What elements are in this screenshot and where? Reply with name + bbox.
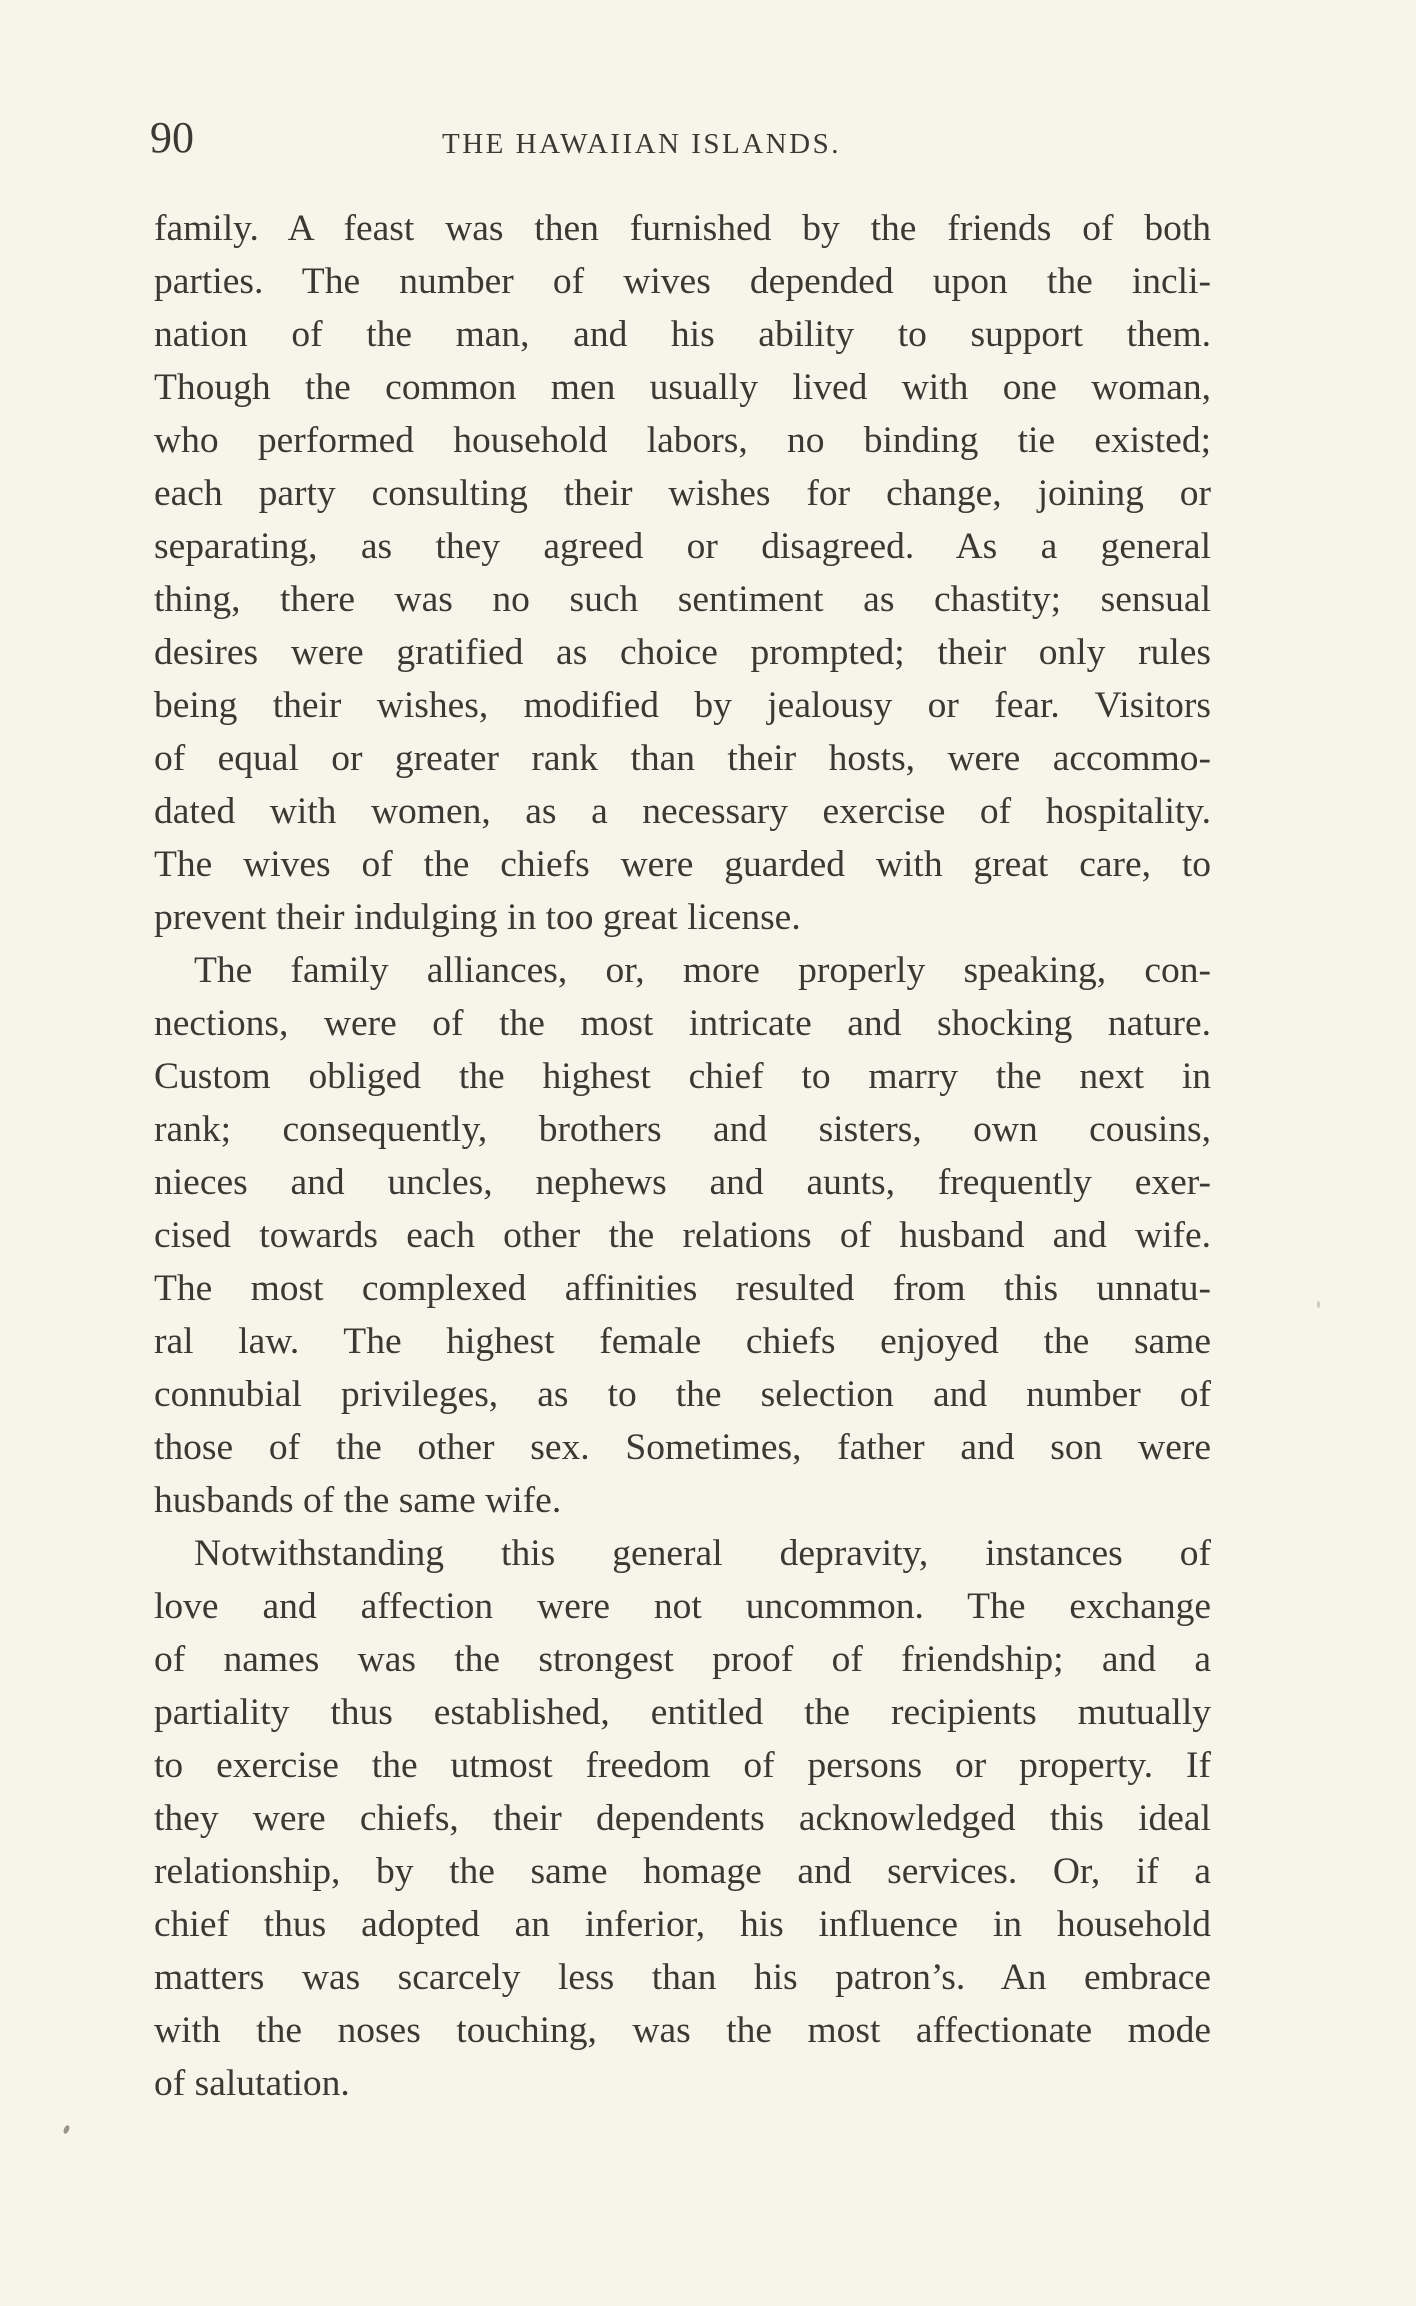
page-number: 90 <box>150 113 194 162</box>
text-line: each party consulting their wishes for change, joining or <box>154 473 1211 514</box>
text-line: The most complexed affinities resulted from this unnatu- <box>154 1268 1211 1309</box>
text-line: relationship, by the same homage and services. Or, if a <box>154 1851 1211 1892</box>
text-line: rank; consequently, brothers and sisters, own cousins, <box>154 1109 1211 1150</box>
text-line: parties. The number of wives depended upon the incli- <box>154 261 1211 302</box>
text-line: who performed household labors, no binding tie existed; <box>154 420 1211 461</box>
text-line: chief thus adopted an inferior, his influence in household <box>154 1904 1211 1945</box>
page-speck <box>62 2124 70 2134</box>
paragraph-first-line: Notwithstanding this general depravity, instances of <box>194 1533 1211 1574</box>
text-line: nections, were of the most intricate and shocking nature. <box>154 1003 1211 1044</box>
text-line: love and affection were not uncommon. The exchange <box>154 1586 1211 1627</box>
text-line: with the noses touching, was the most affectionate mode <box>154 2010 1211 2051</box>
text-line: connubial privileges, as to the selection and number of <box>154 1374 1211 1415</box>
text-line: Though the common men usually lived with one woman, <box>154 367 1211 408</box>
text-line: of equal or greater rank than their hosts, were accommo- <box>154 738 1211 779</box>
text-line: family. A feast was then furnished by the friends of both <box>154 208 1211 249</box>
paragraph-first-line: The family alliances, or, more properly speaking, con- <box>194 950 1211 991</box>
text-line: The wives of the chiefs were guarded with great care, to <box>154 844 1211 885</box>
text-line: nation of the man, and his ability to support them. <box>154 314 1211 355</box>
text-line: of names was the strongest proof of friendship; and a <box>154 1639 1211 1680</box>
page-speck <box>1317 1301 1320 1308</box>
text-line: matters was scarcely less than his patron’s. An embrace <box>154 1957 1211 1998</box>
text-line: dated with women, as a necessary exercise of hospitality. <box>154 791 1211 832</box>
text-line: cised towards each other the relations of husband and wife. <box>154 1215 1211 1256</box>
text-line: they were chiefs, their dependents acknowledged this ideal <box>154 1798 1211 1839</box>
text-line: partiality thus established, entitled the recipients mutually <box>154 1692 1211 1733</box>
text-line: being their wishes, modified by jealousy or fear. Visitors <box>154 685 1211 726</box>
text-line: thing, there was no such sentiment as chastity; sensual <box>154 579 1211 620</box>
running-head: THE HAWAIIAN ISLANDS. <box>442 128 841 160</box>
text-line: ral law. The highest female chiefs enjoyed the same <box>154 1321 1211 1362</box>
text-line: to exercise the utmost freedom of persons or property. If <box>154 1745 1211 1786</box>
text-line: of salutation. <box>154 2063 350 2104</box>
text-line: Custom obliged the highest chief to marry the next in <box>154 1056 1211 1097</box>
text-line: nieces and uncles, nephews and aunts, frequently exer- <box>154 1162 1211 1203</box>
text-line: husbands of the same wife. <box>154 1480 562 1521</box>
text-line: those of the other sex. Sometimes, father and son were <box>154 1427 1211 1468</box>
text-line: desires were gratified as choice prompted; their only rules <box>154 632 1211 673</box>
text-line: prevent their indulging in too great license. <box>154 897 801 938</box>
text-line: separating, as they agreed or disagreed. As a general <box>154 526 1211 567</box>
